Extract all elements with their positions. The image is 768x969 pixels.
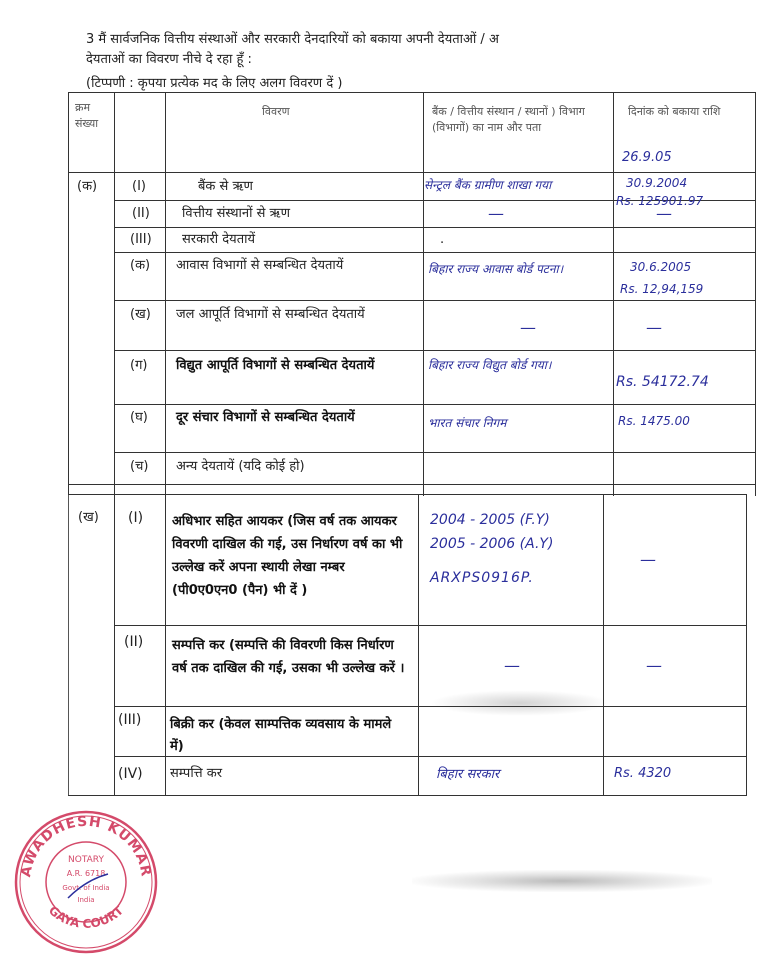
header-date-amount: दिनांक को बकाया राशि [628,105,721,118]
row-a-i-date-top: 26.9.05 [622,150,672,165]
row-a-i-num: (I) [132,179,146,194]
row-a-ii-desc: वित्तीय संस्थानों से ऋण [182,206,290,221]
row-a-ka-bank: बिहार राज्य आवास बोर्ड पटना। [428,262,564,276]
row-b-iii-desc: बिक्री कर (केवल साम्पत्तिक व्यवसाय के मामले में) [170,717,392,754]
row-a-cha-num: (च) [130,459,149,474]
row-a-i-bank: सेन्ट्रल बैंक ग्रामीण शाखा गया [424,178,552,192]
row-a-ka-desc: आवास विभागों से सम्बन्धित देयतायें [176,258,344,273]
signature-smudge [412,870,712,892]
row-a-kha-bank: — [520,318,536,337]
row-b-ii-num: (II) [124,634,144,650]
row-a-i-amount: Rs. 125901.97 [616,194,704,208]
header-bank: बैंक / वित्तीय संस्थान / स्थानों ) विभाग (विभागों) का नाम और पता [432,105,585,134]
row-a-gha-desc: दूर संचार विभागों से सम्बन्धित देयतायें [176,410,355,425]
row-b-iv-num: (IV) [118,766,143,782]
row-a-kha-num: (ख) [130,307,151,322]
row-b-ii-desc: सम्पत्ति कर (सम्पत्ति की विवरणी किस निर्धारण वर्ष तक दाखिल की गई, उसका भी उल्लेख करें । [172,638,405,676]
row-a-ii-bank: — [488,204,504,223]
row-b-i-bank-2: 2005 - 2006 (A.Y) [430,536,554,552]
row-b-iii-num: (III) [118,712,142,728]
header-serial: क्रम संख्या [75,101,99,130]
row-b-i-num: (I) [128,510,144,526]
row-a-gha-bank: भारत संचार निगम [428,416,507,430]
scan-smudge [430,690,610,716]
row-a-ka-date: 30.6.2005 [630,260,692,274]
svg-text:GAYA COURT [46,903,127,931]
intro-note: (टिप्पणी : कृपया प्रत्येक मद के लिए अलग विवरण दें ) [86,76,343,91]
intro-line-1: 3 मैं सार्वजनिक वित्तीय संस्थाओं और सरकारी देनदारियों को बकाया अपनी देयताओं / अ [86,32,499,47]
stamp-place: Govt. of India [62,884,110,892]
row-a-iii-num: (III) [130,232,152,247]
row-a-ka-amount: Rs. 12,94,159 [620,282,704,296]
row-a-gha-amount: Rs. 1475.00 [618,414,690,428]
row-a-kha-desc: जल आपूर्ति विभागों से सम्बन्धित देयतायें [176,307,365,322]
intro-line-2: देयताओं का विवरण नीचे दे रहा हूँ : [86,52,252,67]
row-a-ii-num: (II) [132,206,150,221]
header-details: विवरण [262,105,290,118]
notary-stamp [12,808,160,956]
row-a-cha-desc: अन्य देयतायें (यदि कोई हो) [176,459,305,474]
stamp-country: India [77,896,95,904]
row-a-iii-bank: . [440,232,445,247]
stamp-reg: A.R. 6718 [66,869,106,878]
row-b-ii-amount: — [646,656,662,675]
row-b-iv-bank: बिहार सरकार [436,767,500,782]
row-a-iii-desc: सरकारी देयतायें [182,232,256,247]
section-b-label: (ख) [78,510,99,525]
row-a-kha-amount: — [646,318,662,337]
row-b-i-bank-3: ARXPS0916P. [430,570,534,586]
row-b-i-amount: — [640,550,656,569]
row-a-ga-desc: विद्युत आपूर्ति विभागों से सम्बन्धित देयतायें [176,358,375,373]
row-b-i-bank-1: 2004 - 2005 (F.Y) [430,512,550,528]
row-a-i-desc: बैंक से ऋण [198,179,253,194]
stamp-inner: NOTARY [68,855,104,865]
row-a-gha-num: (घ) [130,410,148,425]
stamp-court: GAYA COURT [45,903,127,931]
row-a-ga-num: (ग) [130,358,148,373]
row-b-iv-amount: Rs. 4320 [614,766,672,781]
row-a-ka-num: (क) [130,258,151,273]
row-a-ga-bank: बिहार राज्य विद्युत बोर्ड गया। [428,358,552,372]
row-a-i-date: 30.9.2004 [626,176,688,190]
row-b-ii-bank: — [504,656,520,675]
row-a-ii-amount: — [656,204,672,223]
row-a-ga-amount: Rs. 54172.74 [616,374,709,390]
row-b-i-desc: अधिभार सहित आयकर (जिस वर्ष तक आयकर विवरणी दाखिल की गई, उस निर्धारण वर्ष का भी उल्लेख करें अपना स्थायी लेखा नम्बर (पी0ए0एन0 (पैन) भी दें ) [172,514,403,598]
row-b-iv-desc: सम्पत्ति कर [170,766,223,781]
stamp-outer: AWADHESH KUMAR [18,813,154,879]
section-a-label: (क) [77,179,98,194]
